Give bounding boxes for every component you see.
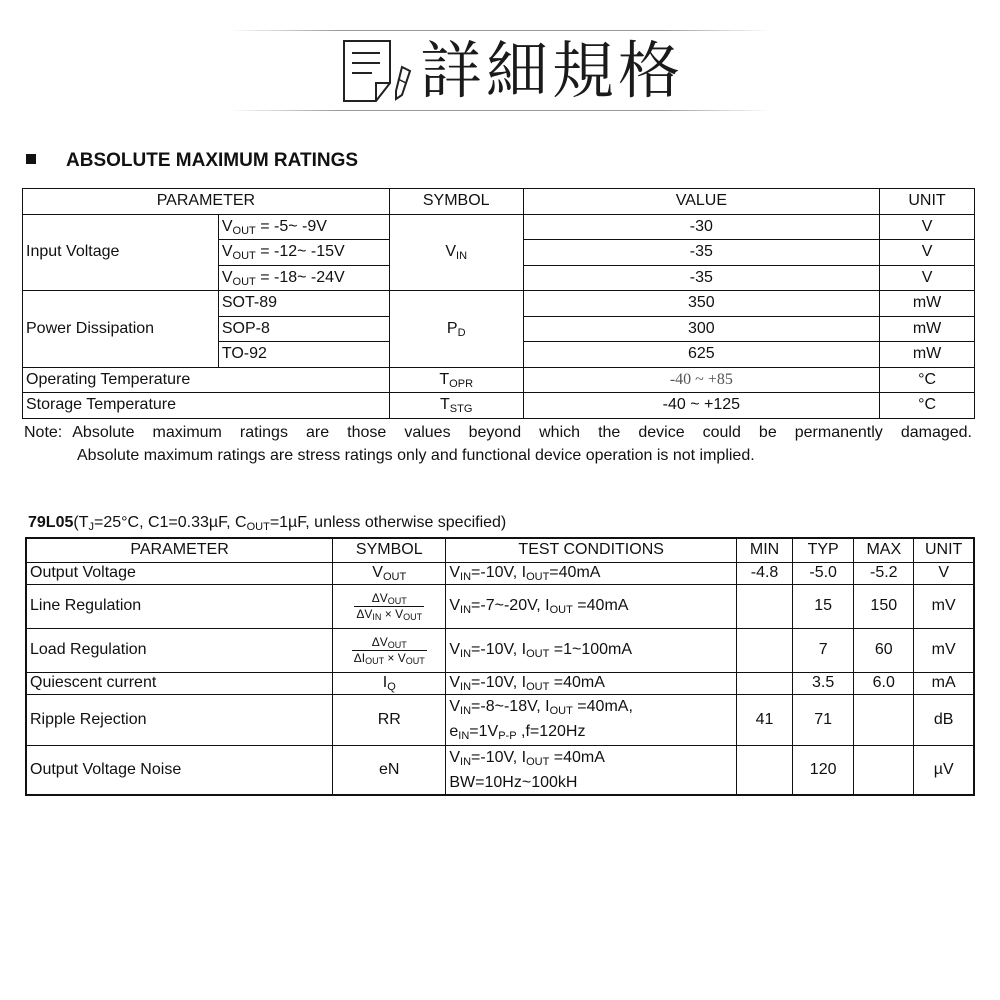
header-min: MIN <box>736 538 792 562</box>
param-quiescent-current: Quiescent current <box>26 672 333 694</box>
unit-cell: mA <box>914 672 974 694</box>
max-cell <box>854 694 914 745</box>
unit-cell: mW <box>880 342 975 368</box>
package-cell: SOT-89 <box>218 291 389 317</box>
min-cell <box>736 672 792 694</box>
max-cell: 150 <box>854 584 914 628</box>
table-row <box>23 393 975 419</box>
header-parameter: PARAMETER <box>23 189 390 215</box>
param-ripple-rejection: Ripple Rejection <box>26 694 333 745</box>
typ-cell: 7 <box>793 628 854 672</box>
unit-cell: V <box>914 562 974 584</box>
note-line-1 <box>24 421 972 444</box>
header-unit: UNIT <box>880 189 975 215</box>
param-input-voltage: Input Voltage <box>23 214 219 291</box>
document-pencil-icon <box>342 39 414 105</box>
header-max: MAX <box>854 538 914 562</box>
table-row <box>23 214 975 240</box>
unit-cell: mW <box>880 316 975 342</box>
header-test-conditions: TEST CONDITIONS <box>446 538 737 562</box>
table-row <box>26 584 974 628</box>
param-output-voltage-noise: Output Voltage Noise <box>26 745 333 795</box>
table-row <box>23 367 975 393</box>
header-parameter: PARAMETER <box>26 538 333 562</box>
banner-title: 詳細規格 <box>420 34 685 107</box>
value-cell: -35 <box>523 265 879 291</box>
value-cell: 625 <box>523 342 879 368</box>
header-unit: UNIT <box>914 538 974 562</box>
absolute-max-ratings-table <box>22 188 975 419</box>
table-row <box>26 745 974 795</box>
param-line-regulation: Line Regulation <box>26 584 333 628</box>
typ-cell: 15 <box>793 584 854 628</box>
banner-top-rule <box>230 30 770 31</box>
symbol-pd: PD <box>389 291 523 368</box>
typ-cell: 120 <box>793 745 854 795</box>
header-typ: TYP <box>793 538 854 562</box>
max-cell: -5.2 <box>854 562 914 584</box>
unit-cell: mV <box>914 628 974 672</box>
unit-cell: mW <box>880 291 975 317</box>
part-number: 79L05 <box>28 514 74 531</box>
symbol-rr: RR <box>333 694 446 745</box>
typ-cell: 71 <box>793 694 854 745</box>
max-cell: 60 <box>854 628 914 672</box>
note-text-1: Absolute maximum ratings are those values beyond which the device could be permanently damaged. <box>72 424 972 441</box>
table-row <box>23 291 975 317</box>
table-row <box>26 628 974 672</box>
min-cell <box>736 584 792 628</box>
symbol-en: eN <box>333 745 446 795</box>
min-cell: 41 <box>736 694 792 745</box>
min-cell <box>736 745 792 795</box>
note-prefix: Note: <box>24 424 63 441</box>
unit-cell: mV <box>914 584 974 628</box>
value-cell: 350 <box>523 291 879 317</box>
value-cell: -40 ~ +125 <box>523 393 879 419</box>
test-condition: VIN=-7~-20V, IOUT =40mA <box>446 584 737 628</box>
symbol-load-reg-fraction: $\frac{\text{ΔVOUT}}{\text{ΔIOUT × VOUT}}$ <box>333 628 446 672</box>
table-header-row <box>26 538 974 562</box>
param-output-voltage: Output Voltage <box>26 562 333 584</box>
value-cell: -30 <box>523 214 879 240</box>
test-condition: VIN=-10V, IOUT =40mA BW=10Hz~100kH <box>446 745 737 795</box>
header-symbol: SYMBOL <box>389 189 523 215</box>
header-value: VALUE <box>523 189 879 215</box>
test-condition: VIN=-8~-18V, IOUT =40mA, eIN=1VP-P ,f=120Hz <box>446 694 737 745</box>
symbol-line-reg-fraction: $\frac{\text{ΔVOUT}}{\text{ΔVIN × VOUT}}$ <box>333 584 446 628</box>
test-condition: VIN=-10V, IOUT =1~100mA <box>446 628 737 672</box>
table-row <box>26 672 974 694</box>
package-cell: TO-92 <box>218 342 389 368</box>
value-cell: -40 ~ +85 <box>523 367 879 393</box>
package-cell: SOP-8 <box>218 316 389 342</box>
table-row <box>26 694 974 745</box>
min-cell <box>736 628 792 672</box>
amr-heading <box>26 150 358 172</box>
electrical-conditions: 79L05(TJ=25°C, C1=0.33µF, COUT=1µF, unless otherwise specified) <box>28 514 507 533</box>
symbol-vout: VOUT <box>333 562 446 584</box>
param-load-regulation: Load Regulation <box>26 628 333 672</box>
symbol-vin: VIN <box>389 214 523 291</box>
test-condition: VIN=-10V, IOUT=40mA <box>446 562 737 584</box>
note-text-2: Absolute maximum ratings are stress ratings only and functional device operation is not implied. <box>77 447 755 464</box>
param-storage-temperature: Storage Temperature <box>23 393 390 419</box>
max-cell: 6.0 <box>854 672 914 694</box>
square-bullet-icon <box>26 154 36 164</box>
unit-cell: V <box>880 240 975 266</box>
symbol-topr: TOPR <box>389 367 523 393</box>
table-row <box>26 562 974 584</box>
banner-bottom-rule <box>230 110 770 111</box>
spec-banner <box>0 24 1000 116</box>
max-cell <box>854 745 914 795</box>
unit-cell: °C <box>880 367 975 393</box>
amr-note <box>24 421 972 467</box>
unit-cell: dB <box>914 694 974 745</box>
input-voltage-condition: VOUT = -18~ -24V <box>218 265 389 291</box>
input-voltage-condition: VOUT = -12~ -15V <box>218 240 389 266</box>
table-header-row <box>23 189 975 215</box>
unit-cell: °C <box>880 393 975 419</box>
min-cell: -4.8 <box>736 562 792 584</box>
header-symbol: SYMBOL <box>333 538 446 562</box>
param-power-dissipation: Power Dissipation <box>23 291 219 368</box>
unit-cell: V <box>880 214 975 240</box>
typ-cell: -5.0 <box>793 562 854 584</box>
unit-cell: V <box>880 265 975 291</box>
typ-cell: 3.5 <box>793 672 854 694</box>
symbol-iq: IQ <box>333 672 446 694</box>
test-condition: VIN=-10V, IOUT =40mA <box>446 672 737 694</box>
param-operating-temperature: Operating Temperature <box>23 367 390 393</box>
value-cell: -35 <box>523 240 879 266</box>
unit-cell: µV <box>914 745 974 795</box>
input-voltage-condition: VOUT = -5~ -9V <box>218 214 389 240</box>
symbol-tstg: TSTG <box>389 393 523 419</box>
amr-heading-text: ABSOLUTE MAXIMUM RATINGS <box>66 150 359 171</box>
electrical-characteristics-table <box>25 537 975 796</box>
value-cell: 300 <box>523 316 879 342</box>
